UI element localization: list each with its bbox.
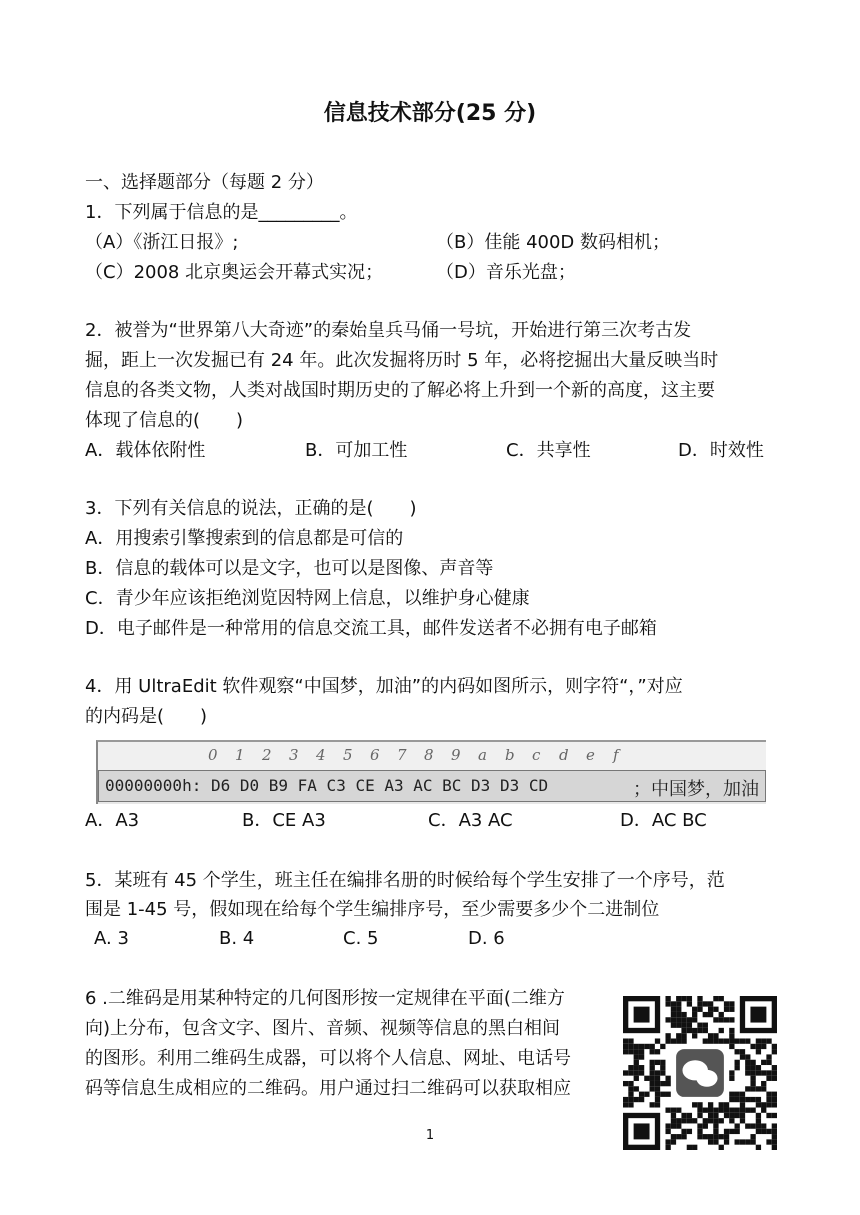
hex-col-label: 7 (397, 746, 407, 764)
q2-option-b: B．可加工性 (305, 440, 408, 461)
hex-bytes: 00000000h: D6 D0 B9 FA C3 CE A3 AC BC D3 D3 CD (105, 776, 549, 795)
q5-line: 围是 1-45 号，假如现在给每个学生编排序号，至少需要多少个二进制位 (85, 899, 660, 920)
hex-col-label: 2 (262, 746, 272, 764)
q3-option-d: D．电子邮件是一种常用的信息交流工具，邮件发送者不必拥有电子邮箱 (85, 618, 657, 639)
q3-option-b: B．信息的载体可以是文字，也可以是图像、声音等 (85, 558, 494, 579)
q2-line: 掘，距上一次发掘已有 24 年。此次发掘将历时 5 年，必将挖掘出大量反映当时 (85, 350, 719, 371)
q4-line: 4．用 UltraEdit 软件观察“中国梦，加油”的内码如图所示，则字符“，”对应 (85, 676, 683, 697)
q2-option-d: D．时效性 (678, 440, 764, 461)
q2-line: 2．被誉为“世界第八大奇迹”的秦始皇兵马俑一号坑，开始进行第三次考古发 (85, 320, 692, 341)
hex-col-label: e (586, 746, 595, 764)
hex-col-label: f (613, 746, 619, 764)
q2-line: 体现了信息的( ) (85, 410, 244, 431)
hex-col-label: 6 (370, 746, 380, 764)
q6-line: 码等信息生成相应的二维码。用户通过扫二维码可以获取相应 (85, 1078, 571, 1099)
q1-option-b: （B）佳能 400D 数码相机； (436, 232, 671, 253)
hex-col-label: 8 (424, 746, 434, 764)
qr-code-image (623, 996, 777, 1150)
q6-line: 的图形。利用二维码生成器，可以将个人信息、网址、电话号 (85, 1048, 571, 1069)
q1-option-d: （D）音乐光盘； (436, 262, 576, 283)
q5-option-c: C. 5 (343, 928, 379, 949)
q3-stem: 3．下列有关信息的说法，正确的是( ) (85, 498, 417, 519)
q5-line: 5．某班有 45 个学生，班主任在编排名册的时候给每个学生安排了一个序号，范 (85, 870, 725, 891)
section-heading: 一、选择题部分（每题 2 分） (85, 172, 324, 193)
hex-data-row (98, 770, 766, 802)
q6-line: 向)上分布，包含文字、图片、音频、视频等信息的黑白相间 (85, 1018, 561, 1039)
q6-line: 6 .二维码是用某种特定的几何图形按一定规律在平面(二维方 (85, 988, 565, 1009)
q1-stem: 1．下列属于信息的是_________。 (85, 202, 358, 223)
ultraedit-hex-view (96, 740, 766, 804)
q4-option-c: C．A3 AC (428, 810, 513, 831)
q4-option-a: A．A3 (85, 810, 140, 831)
q5-option-d: D. 6 (468, 928, 505, 949)
hex-col-label: d (559, 746, 569, 764)
hex-column-header (98, 742, 766, 770)
hex-col-label: 1 (235, 746, 245, 764)
page-number: 1 (425, 1128, 435, 1143)
q2-line: 信息的各类文物，人类对战国时期历史的了解必将上升到一个新的高度，这主要 (85, 380, 715, 401)
hex-col-label: 0 (208, 746, 218, 764)
hex-col-label: 9 (451, 746, 461, 764)
hex-col-label: 4 (316, 746, 326, 764)
q5-option-b: B. 4 (219, 928, 255, 949)
q1-option-a: （A）《浙江日报》; (85, 232, 239, 253)
q4-option-b: B．CE A3 (242, 810, 326, 831)
q4-line: 的内码是( ) (85, 706, 208, 727)
hex-col-label: c (532, 746, 541, 764)
q4-option-d: D．AC BC (620, 810, 707, 831)
page-title: 信息技术部分(25 分) (323, 101, 537, 126)
hex-col-label: b (505, 746, 515, 764)
hex-decoded-text: ；中国梦，加油 (633, 779, 759, 800)
q2-option-c: C．共享性 (506, 440, 591, 461)
hex-col-label: 5 (343, 746, 353, 764)
q3-option-a: A．用搜索引擎搜索到的信息都是可信的 (85, 528, 404, 549)
q2-option-a: A．载体依附性 (85, 440, 206, 461)
hex-col-label: 3 (289, 746, 299, 764)
q5-option-a: A. 3 (94, 928, 129, 949)
hex-col-label: a (478, 746, 487, 764)
q3-option-c: C．青少年应该拒绝浏览因特网上信息，以维护身心健康 (85, 588, 530, 609)
q1-option-c: （C）2008 北京奥运会开幕式实况； (85, 262, 384, 283)
